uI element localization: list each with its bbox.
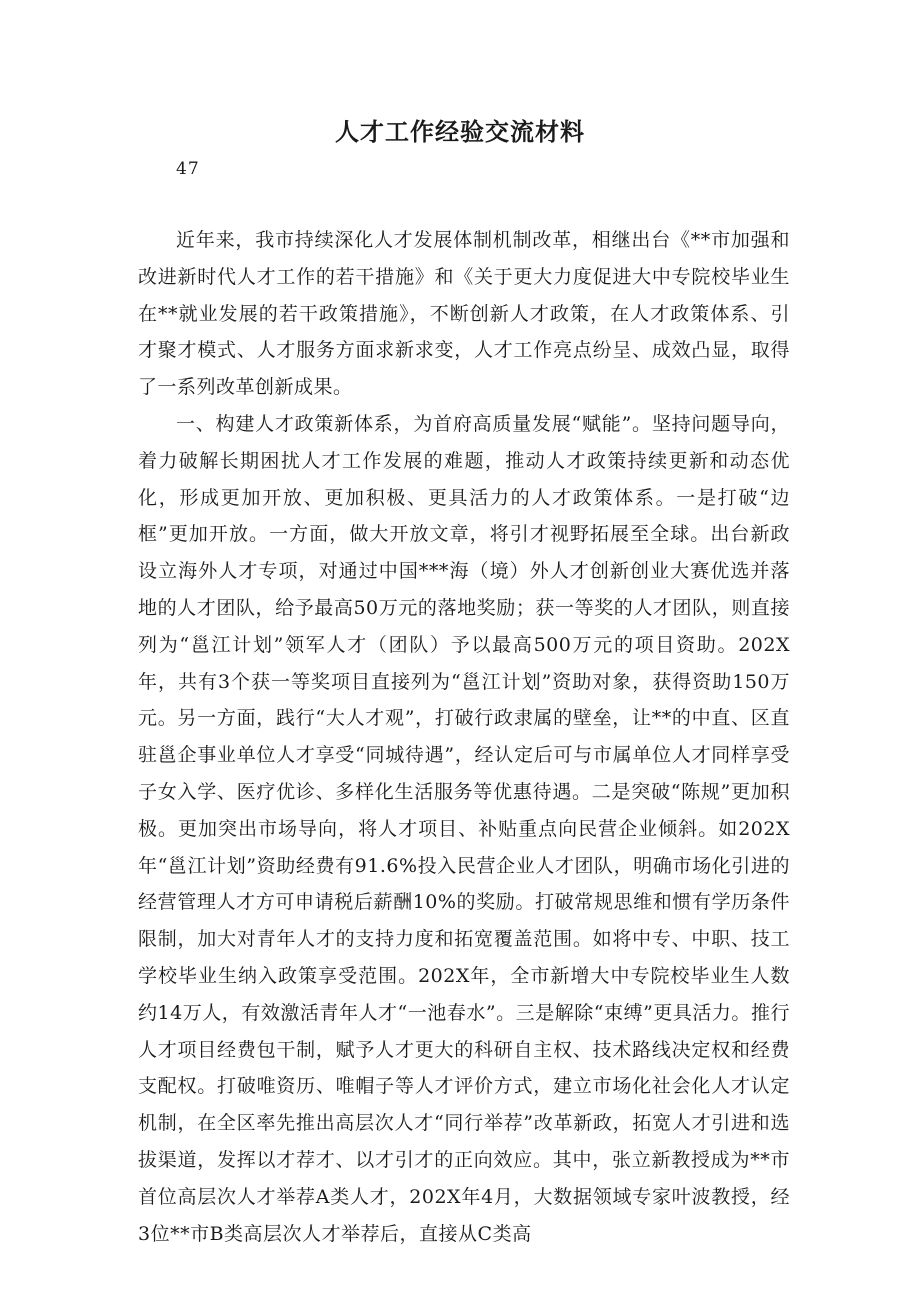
document-title: 人才工作经验交流材料 [335, 118, 585, 146]
paragraph-intro: 近年来，我市持续深化人才发展体制机制改革，相继出台《**市加强和改进新时代人才工作的若干措施》和《关于更大力度促进大中专院校毕业生在**就业发展的若干政策措施》，不断创新人才政策，在人才政策体系、引才聚才模式、人才服务方面求新求变，人才工作亮点纷呈、成效凸显，取得了一系列改革创新成果。 [138, 229, 790, 399]
document-body [138, 222, 790, 1252]
paragraph-section-one: 一、构建人才政策新体系，为首府高质量发展“赋能”。坚持问题导向，着力破解长期困扰人才工作发展的难题，推动人才政策持续更新和动态优化，形成更加开放、更加积极、更具活力的人才政策体系。一是打破“边框”更加开放。一方面，做大开放文章，将引才视野拓展至全球。出台新政设立海外人才专项，对通过中国***海（境）外人才创新创业大赛优选并落地的人才团队，给予最高50万元的落地奖励；获一等奖的人才团队，则直接列为“邕江计划”领军人才（团队）予以最高500万元的项目资助。202X年，共有3个获一等奖项目直接列为“邕江计划”资助对象，获得资助150万元。另一方面，践行“大人才观”，打破行政隶属的壁垒，让**的中直、区直驻邕企事业单位人才享受“同城待遇”，经认定后可与市属单位人才同样享受子女入学、医疗优诊、多样化生活服务等优惠待遇。二是突破“陈规”更加积极。更加突出市场导向，将人才项目、补贴重点向民营企业倾斜。如202X年“邕江计划”资助经费有91.6%投入民营企业人才团队，明确市场化引进的经营管理人才方可申请税后薪酬10%的奖励。打破常规思维和惯有学历条件限制，加大对青年人才的支持力度和拓宽覆盖范围。如将中专、中职、技工学校毕业生纳入政策享受范围。202X年，全市新增大中专院校毕业生人数约14万人，有效激活青年人才“一池春水”。三是解除“束缚”更具活力。推行人才项目经费包干制，赋予人才更大的科研自主权、技术路线决定权和经费支配权。打破唯资历、唯帽子等人才评价方式，建立市场化社会化人才认定机制，在全区率先推出高层次人才“同行举荐”改革新政，拓宽人才引进和选拔渠道，发挥以才荐才、以才引才的正向效应。其中，张立新教授成为**市首位高层次人才举荐A类人才，202X年4月，大数据领域专家叶波教授，经3位**市B类高层次人才举荐后，直接从C类高 [138, 412, 790, 1245]
page-number: 47 [176, 159, 200, 179]
